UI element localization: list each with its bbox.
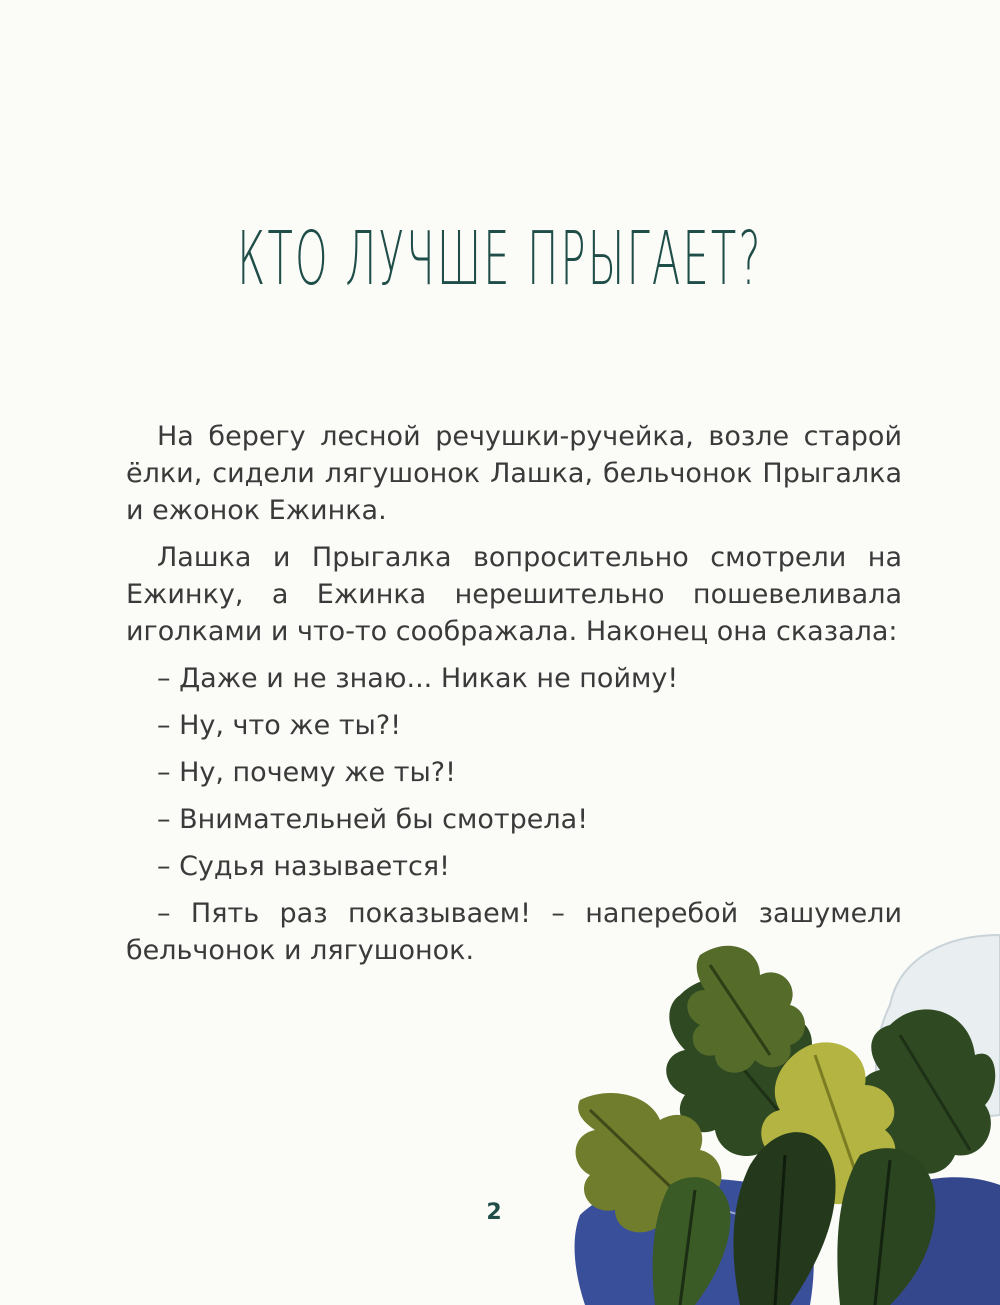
oak-leaves-and-stones-illustration bbox=[560, 915, 1000, 1305]
dialogue-line-3: – Ну, почему же ты?! bbox=[157, 757, 456, 788]
paragraph-1: На берегу лесной речушки-ручейка, возле старой ёлки, сидели лягушонок Лашка, бельчонок Прыгалка и ежонок Ежинка. bbox=[126, 421, 902, 526]
dialogue-line-4: – Внимательней бы смотрела! bbox=[157, 804, 589, 835]
dialogue-line-5: – Судья называется! bbox=[157, 851, 450, 882]
dialogue-line-1: – Даже и не знаю... Никак не пойму! bbox=[157, 663, 679, 694]
story-text bbox=[126, 418, 902, 979]
dialogue-line-6: – Пять раз показываем! – наперебой зашумели бельчонок и лягушонок. bbox=[126, 898, 902, 966]
page-number: 2 bbox=[486, 1200, 502, 1225]
page-title: КТО ЛУЧШЕ ПРЫГАЕТ? bbox=[237, 216, 763, 302]
dialogue-line-2: – Ну, что же ты?! bbox=[157, 710, 402, 741]
paragraph-2: Лашка и Прыгалка вопросительно смотрели на Ежинку, а Ежинка нерешительно пошевеливала иголками и что-то соображала. Наконец она сказала: bbox=[126, 542, 902, 647]
